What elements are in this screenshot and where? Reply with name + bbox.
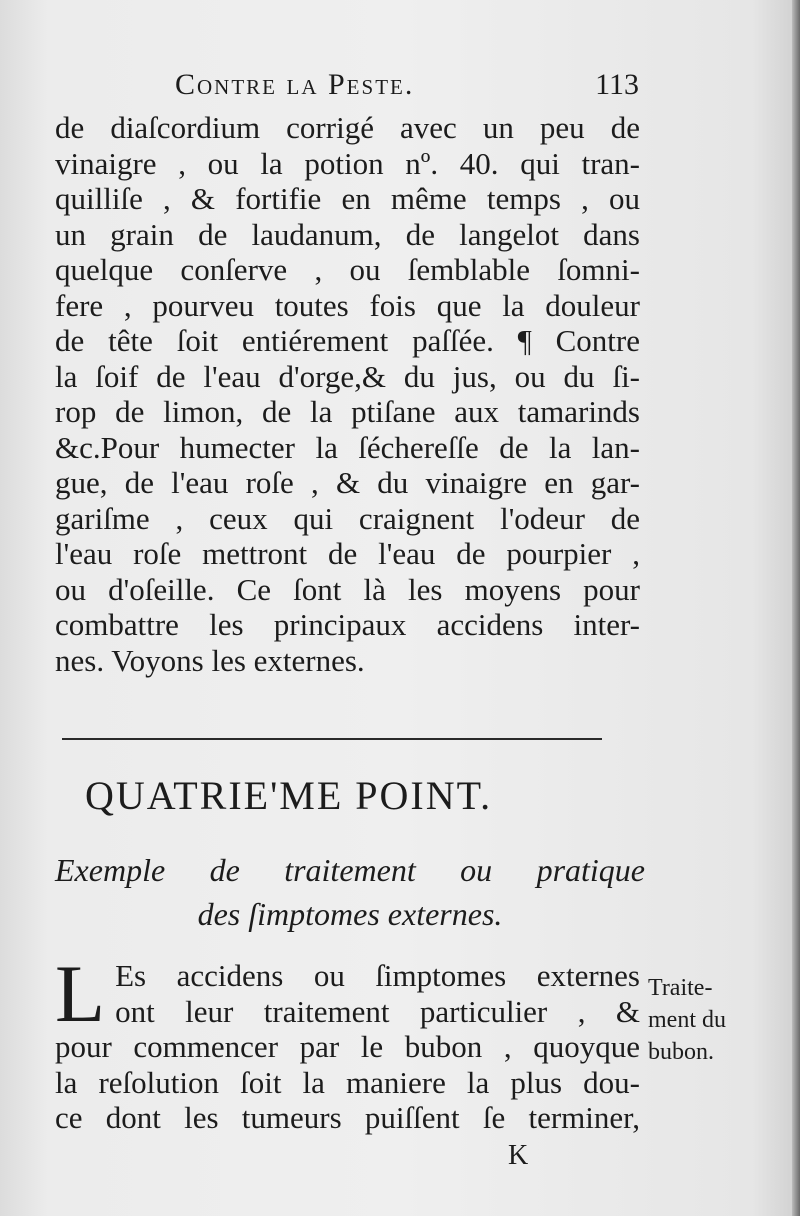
text-line: nes. Voyons les externes. — [55, 642, 365, 678]
section-heading: QUATRIE'ME POINT. — [85, 773, 493, 818]
text-line: ce dont les tumeurs puiſſent ſe terminer, — [55, 1100, 640, 1135]
section-subtitle — [55, 848, 645, 936]
text-line: de tête ſoit entiérement paſſée. ¶ Contre — [55, 323, 640, 358]
running-title: Contre la Peste. — [175, 68, 415, 101]
text-line: rop de limon, de la ptiſane aux tamarinds — [55, 394, 640, 429]
text-line: la ſoif de l'eau d'orge,& du jus, ou du ſi- — [55, 358, 640, 394]
text-line: quelque conſerve , ou ſemblable ſomni- — [55, 252, 640, 287]
text-line: Es accidens ou ſimptomes externes — [115, 958, 640, 993]
page-header — [175, 68, 645, 112]
text-line: &c.Pour humecter la ſécherеſſe de la lan- — [55, 429, 640, 465]
subtitle-line: Exemple de traitement ou pratique — [55, 852, 645, 888]
margin-note-line: Traite- — [648, 975, 713, 1001]
margin-note-line: ment du — [648, 1007, 726, 1033]
text-line: un grain de laudanum, de langelot dans — [55, 216, 640, 252]
text-line: fere , pourveu toutes fois que la douleur — [55, 287, 640, 323]
page-edge — [792, 0, 800, 1216]
text-line: l'eau roſe mettront de l'eau de pourpier , — [55, 536, 640, 571]
section-paragraph — [55, 948, 640, 1136]
text-line: de diaſcordium corrigé avec un peu de — [55, 110, 640, 145]
margin-note — [648, 972, 788, 1068]
signature-mark: K — [508, 1140, 529, 1171]
text-line: combattre les principaux accidens inter- — [55, 607, 640, 642]
text-line: la reſolution ſoit la maniere la plus dou- — [55, 1064, 640, 1100]
text-line: gue, de l'eau roſe , & du vinaigre en gar- — [55, 465, 640, 500]
text-line: ou d'oſeille. Ce ſont là les moyens pour — [55, 571, 640, 607]
margin-note-line: bubon. — [648, 1039, 714, 1065]
text-line: vinaigre , ou la potion nº. 40. qui tran- — [55, 145, 640, 181]
page-number: 113 — [595, 68, 639, 101]
body-paragraph — [55, 110, 640, 678]
text-line: quilliſe , & fortifie en même temps , ou — [55, 181, 640, 216]
text-line: pour commencer par le bubon , quoyque — [55, 1029, 640, 1064]
subtitle-line: des ſimptomes externes. — [197, 896, 503, 932]
section-divider — [62, 738, 602, 740]
text-line: gariſme , ceux qui craignent l'odeur de — [55, 500, 640, 536]
drop-cap: L — [55, 948, 106, 1039]
text-line: ont leur traitement particulier , & — [115, 993, 640, 1029]
